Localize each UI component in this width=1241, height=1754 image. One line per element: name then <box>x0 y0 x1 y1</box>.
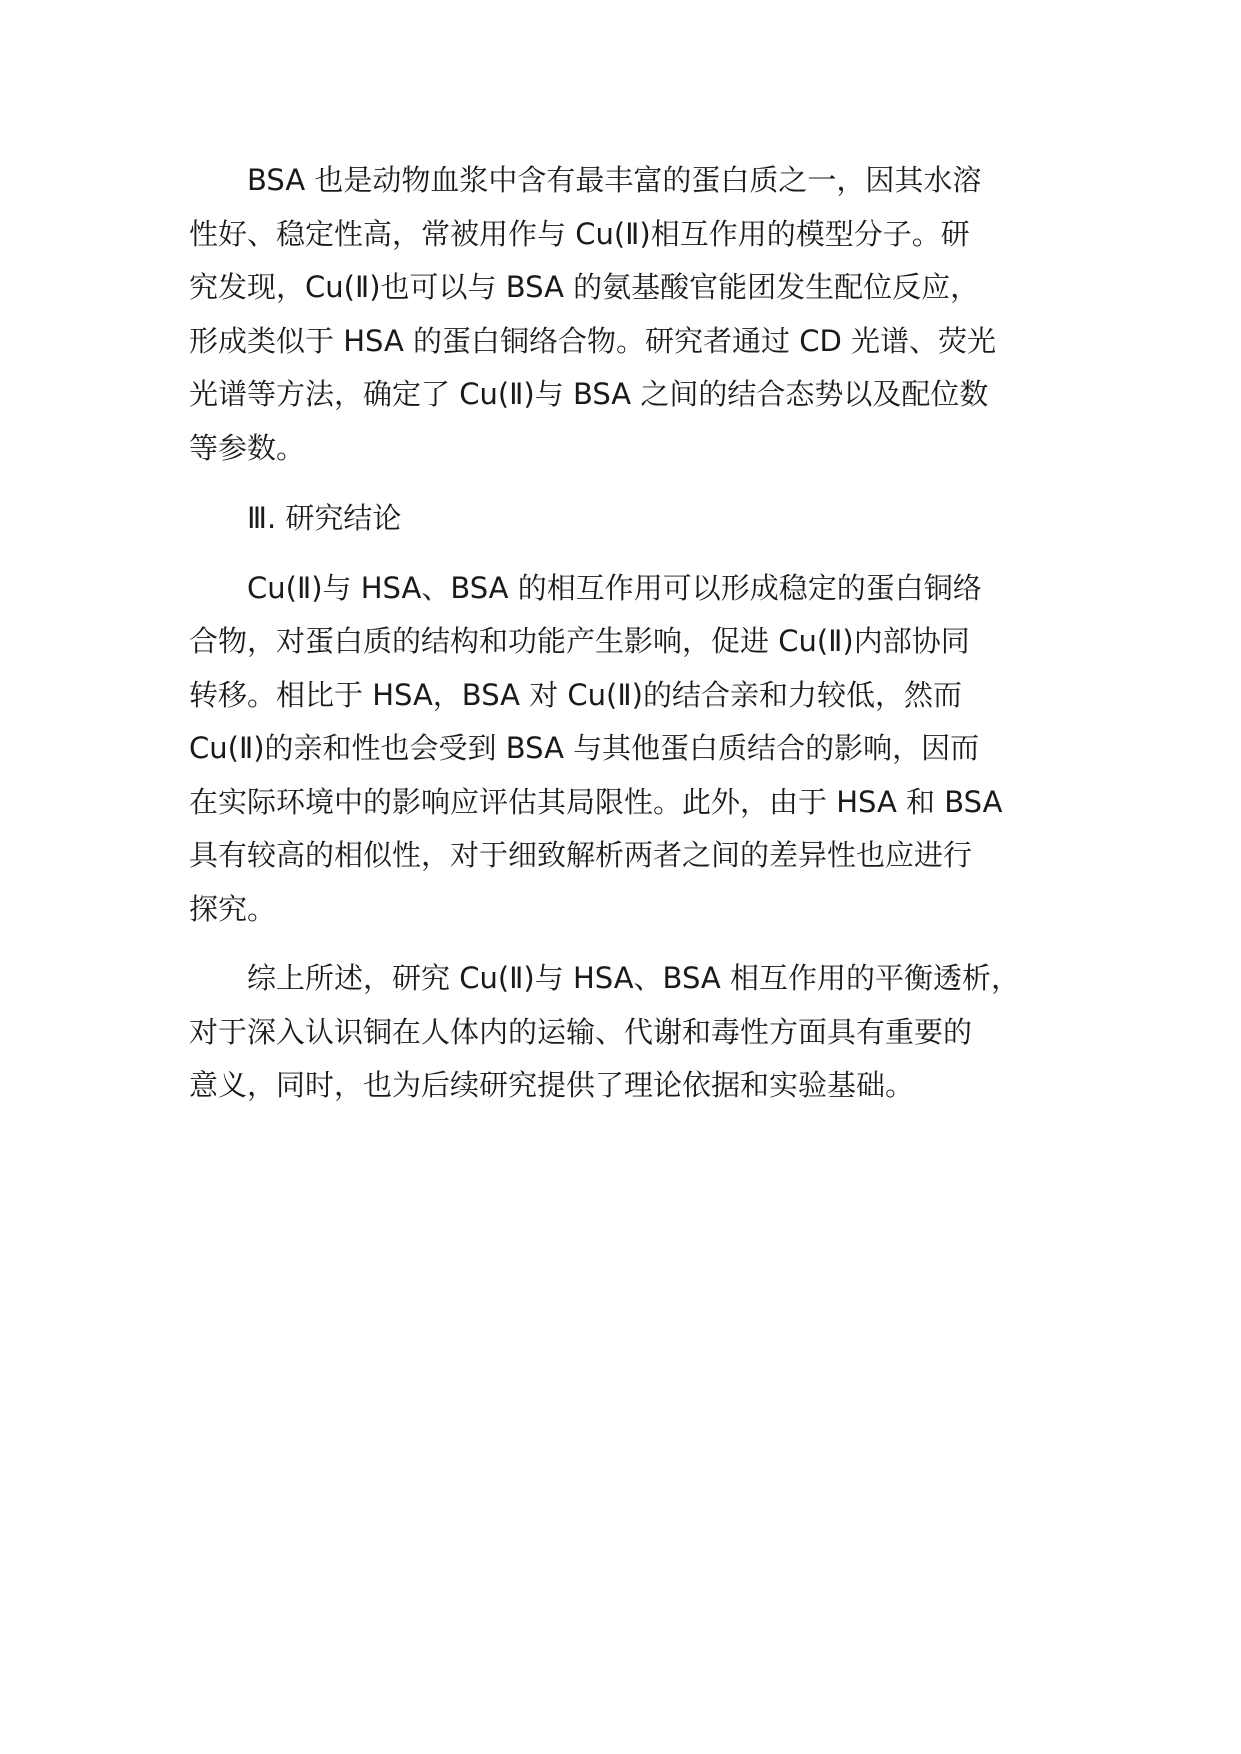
text-line: 光谱等方法，确定了 Cu(Ⅱ)与 BSA 之间的结合态势以及配位数 <box>189 377 989 411</box>
text-line: 探究。 <box>189 891 277 926</box>
text-line: 性好、稳定性高，常被用作与 Cu(Ⅱ)相互作用的模型分子。研 <box>189 216 970 251</box>
text-line: 在实际环境中的影响应评估其局限性。此外，由于 HSA 和 BSA <box>189 784 1003 819</box>
text-line: Cu(Ⅱ)与 HSA、BSA 的相互作用可以形成稳定的蛋白铜络 <box>247 570 982 605</box>
paragraph-bsa-intro <box>189 154 1089 475</box>
text-line: 综上所述，研究 Cu(Ⅱ)与 HSA、BSA 相互作用的平衡透析， <box>247 961 1020 995</box>
paragraph-summary <box>189 952 1089 1113</box>
text-line: 意义，同时，也为后续研究提供了理论依据和实验基础。 <box>189 1068 915 1102</box>
section-heading-text: Ⅲ. 研究结论 <box>247 501 402 535</box>
text-line: BSA 也是动物血浆中含有最丰富的蛋白质之一，因其水溶 <box>247 163 982 197</box>
text-line: 究发现，Cu(Ⅱ)也可以与 BSA 的氨基酸官能团发生配位反应， <box>189 270 980 304</box>
text-line: 对于深入认识铜在人体内的运输、代谢和毒性方面具有重要的 <box>189 1014 973 1049</box>
document-page <box>189 154 1089 1113</box>
text-line: 转移。相比于 HSA，BSA 对 Cu(Ⅱ)的结合亲和力较低，然而 <box>189 677 962 712</box>
section-heading <box>189 492 1089 546</box>
text-line: 合物，对蛋白质的结构和功能产生影响，促进 Cu(Ⅱ)内部协同 <box>189 624 970 658</box>
text-line: Cu(Ⅱ)的亲和性也会受到 BSA 与其他蛋白质结合的影响，因而 <box>189 731 980 765</box>
text-line: 等参数。 <box>189 430 306 465</box>
text-line: 具有较高的相似性，对于细致解析两者之间的差异性也应进行 <box>189 838 973 872</box>
paragraph-conclusion <box>189 562 1089 937</box>
text-line: 形成类似于 HSA 的蛋白铜络合物。研究者通过 CD 光谱、荧光 <box>189 323 997 358</box>
